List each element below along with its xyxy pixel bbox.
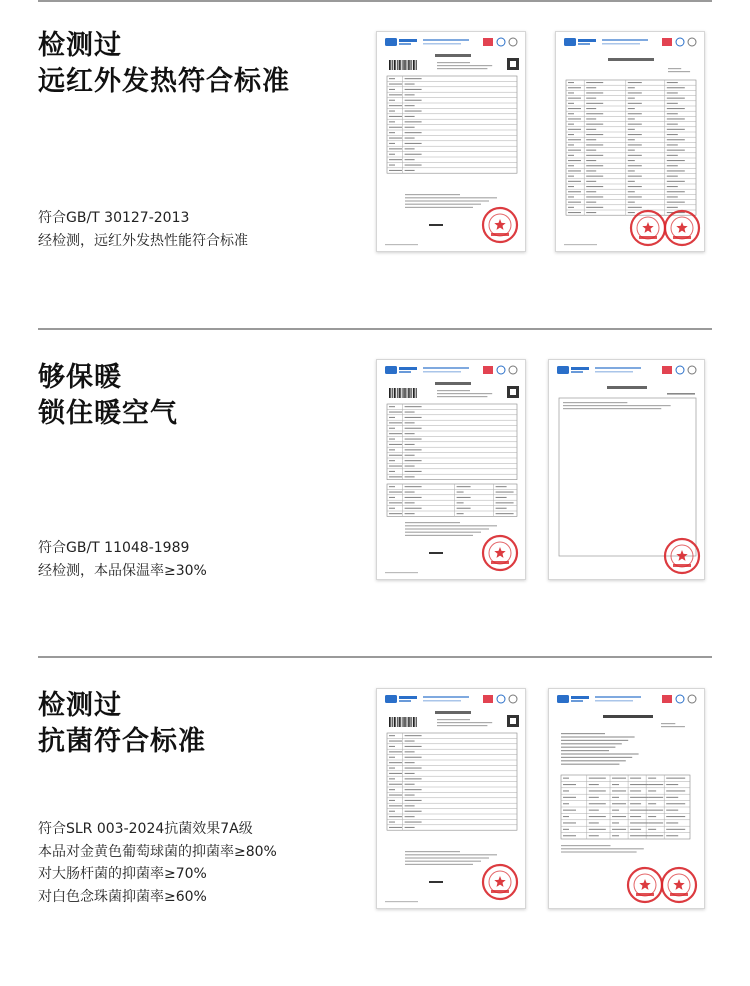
test-report-image bbox=[376, 688, 526, 909]
test-report-image bbox=[548, 688, 705, 909]
section-description: 符合GB/T 11048-1989 经检测，本品保温率≥30% bbox=[38, 540, 207, 579]
top-divider bbox=[38, 0, 712, 2]
section-title: 检测过 抗菌符合标准 bbox=[38, 690, 206, 757]
section-description: 符合GB/T 30127-2013 经检测，远红外发热性能符合标准 bbox=[38, 210, 248, 249]
section-divider bbox=[38, 656, 712, 658]
test-report-image bbox=[548, 359, 705, 580]
test-report-image bbox=[555, 31, 705, 252]
section-title: 够保暖 锁住暖空气 bbox=[38, 362, 178, 429]
test-report-image bbox=[376, 31, 526, 252]
section-description: 符合SLR 003-2024抗菌效果7A级 本品对金黄色葡萄球菌的抑菌率≥80% 对大肠杆菌的抑菌率≥70% 对白色念珠菌抑菌率≥60% bbox=[38, 821, 277, 905]
section-title: 检测过 远红外发热符合标准 bbox=[38, 30, 290, 97]
test-report-image bbox=[376, 359, 526, 580]
section-divider bbox=[38, 328, 712, 330]
